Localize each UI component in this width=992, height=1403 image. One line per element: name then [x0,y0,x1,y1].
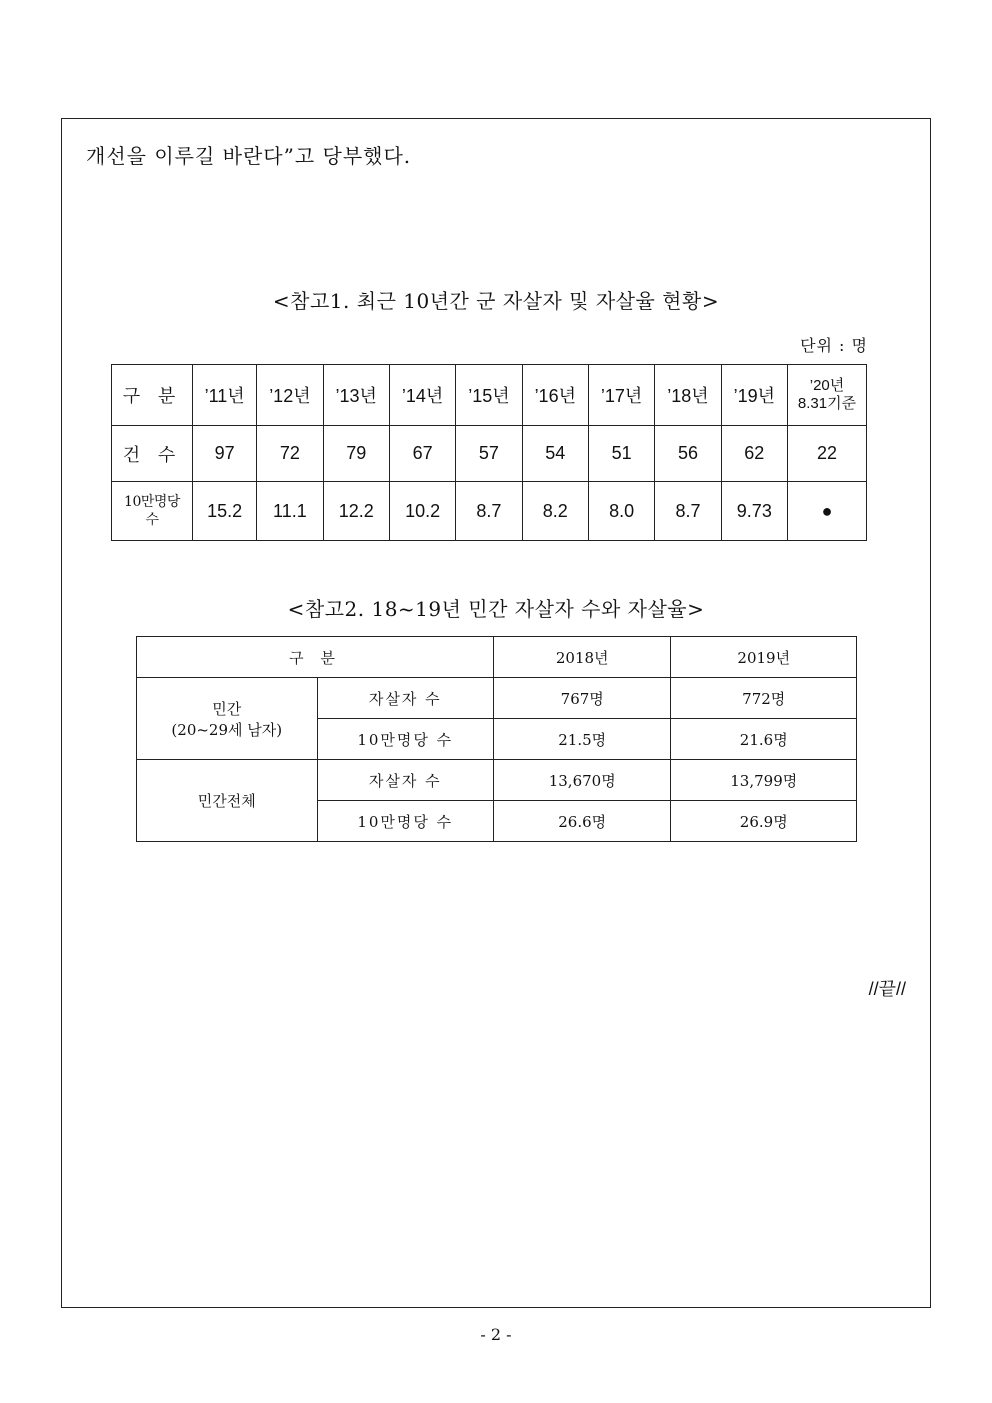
year-cell: ’18년 [655,365,721,426]
value-cell: 21.6명 [671,719,857,760]
count-cell: 51 [588,426,654,482]
civilian-suicide-table [136,636,857,842]
rate-cell: 8.0 [588,482,654,541]
rate-cell: 11.1 [257,482,323,541]
end-mark: //끝// [868,979,906,999]
count-cell: 56 [655,426,721,482]
ref2-title: <참고2. 18~19년 민간 자살자 수와 자살율> [287,597,705,621]
group-young-men-line1: 민간 [212,699,242,718]
rate-cell: 8.7 [655,482,721,541]
count-cell: 97 [193,426,257,482]
rate-label-line2: 수 [145,512,159,528]
value-cell: 13,670명 [493,760,671,801]
row-rate-label: 10만명당 수 [317,719,493,760]
ref1-unit: 단위 : 명 [800,336,868,355]
value-cell: 767명 [493,678,671,719]
value-cell: 772명 [671,678,857,719]
value-cell: 26.6명 [493,801,671,842]
year-cell: ’16년 [522,365,588,426]
rate-cell: 15.2 [193,482,257,541]
year-cell: ’11년 [193,365,257,426]
header-label-cell: 구 분 [112,365,193,426]
count-cell: 22 [788,426,867,482]
year-2020-basis: 8.31기준 [797,395,857,412]
count-cell: 72 [257,426,323,482]
military-suicide-table [111,364,867,541]
count-cell: 79 [323,426,389,482]
count-cell: 57 [456,426,522,482]
year-cell-2020 [788,365,867,426]
rate-row [112,482,867,541]
count-cell: 54 [522,426,588,482]
count-cell: 62 [721,426,787,482]
value-cell: 13,799명 [671,760,857,801]
rate-cell: 9.73 [721,482,787,541]
table-row [137,760,857,801]
intro-text: 개선을 이루길 바란다”고 당부했다. [86,144,412,168]
group-young-men-cell [137,678,318,760]
table-header-row [137,637,857,678]
row-rate-label: 10만명당 수 [317,801,493,842]
year-cell: ’17년 [588,365,654,426]
row-suicides-label: 자살자 수 [317,678,493,719]
rate-label-line1: 10만명당 [124,494,180,510]
year-2020-label: ’20년 [809,377,845,394]
value-cell: 26.9명 [671,801,857,842]
count-label-cell: 건 수 [112,426,193,482]
rate-cell: 10.2 [389,482,455,541]
rate-cell: 8.7 [456,482,522,541]
row-suicides-label: 자살자 수 [317,760,493,801]
count-cell: 67 [389,426,455,482]
year-cell: ’12년 [257,365,323,426]
group-all-civilians-cell: 민간전체 [137,760,318,842]
year-cell: ’15년 [456,365,522,426]
year-cell: ’19년 [721,365,787,426]
rate-cell: 12.2 [323,482,389,541]
page-number: - 2 - [480,1325,512,1344]
year-cell: ’13년 [323,365,389,426]
header-2018-cell: 2018년 [493,637,671,678]
rate-cell-2020: ● [788,482,867,541]
table-header-row [112,365,867,426]
table-row [137,678,857,719]
ref1-title: <참고1. 최근 10년간 군 자살자 및 자살율 현황> [272,289,720,313]
rate-label-cell [112,482,193,541]
group-young-men-line2: (20~29세 남자) [171,720,283,739]
value-cell: 21.5명 [493,719,671,760]
year-cell: ’14년 [389,365,455,426]
header-2019-cell: 2019년 [671,637,857,678]
header-label-cell: 구 분 [137,637,494,678]
count-row [112,426,867,482]
rate-cell: 8.2 [522,482,588,541]
